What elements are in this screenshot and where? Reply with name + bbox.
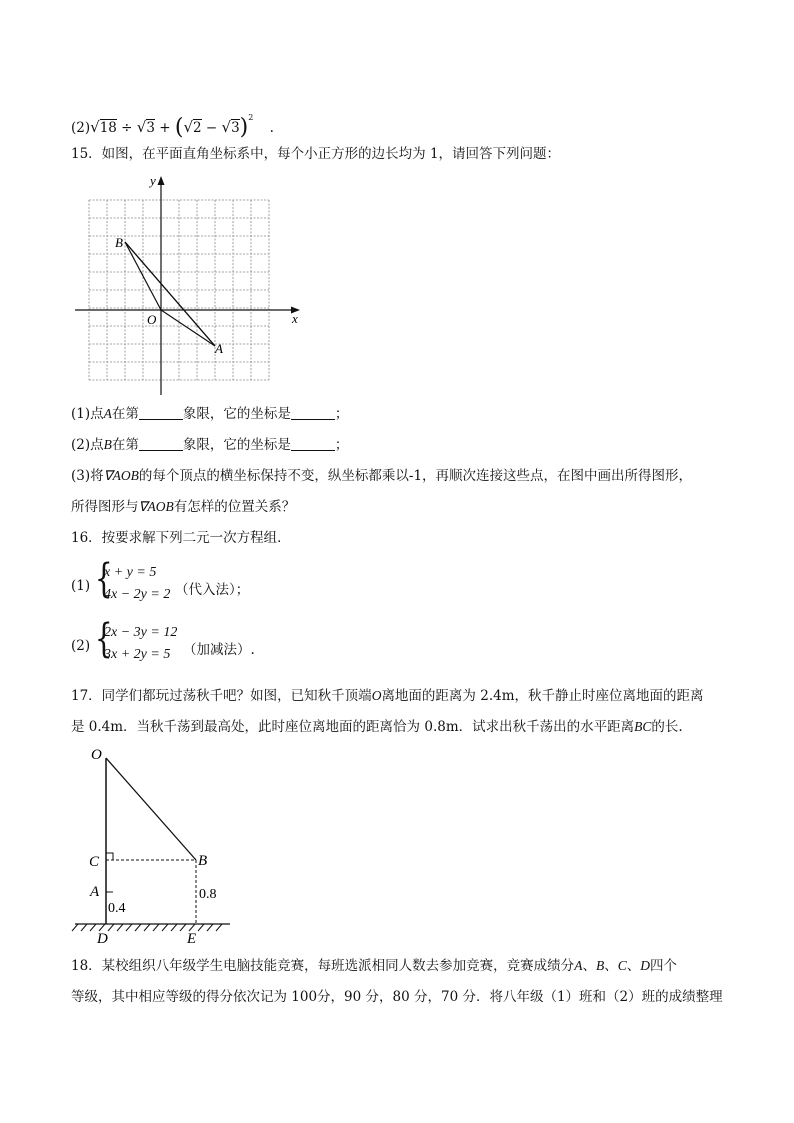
segment-AB <box>125 242 215 346</box>
grade-D: D <box>640 958 650 973</box>
q15-part2-end: ； <box>334 437 349 453</box>
ground-hatch <box>171 924 177 931</box>
rope-OB <box>106 758 196 860</box>
grade-B: B <box>595 958 605 973</box>
q15-text: 15．如图，在平面直角坐标系中，每个小正方形的边长均为 1，请回答下列问题： <box>71 146 561 162</box>
ground-hatch <box>198 924 204 931</box>
y-axis-arrow-icon <box>158 176 165 185</box>
q15-part1-mid2: 象限，它的坐标是 <box>182 406 291 422</box>
ground-hatch <box>216 924 222 931</box>
q14-part2-number: (2) <box>71 120 91 136</box>
ground-hatch <box>126 924 132 931</box>
label-A: A <box>90 884 100 900</box>
q17-line2-b: 的长. <box>651 719 683 735</box>
q15-part1-mid: 在第 <box>111 406 139 422</box>
point-O: O <box>371 688 382 703</box>
q15-part1-end: ； <box>334 406 349 422</box>
equation-1: 2x − 3y = 12 <box>104 625 178 640</box>
radicand-3b: 3 <box>231 120 240 136</box>
axis-label-y: y <box>150 173 156 188</box>
separator: 、 <box>582 958 596 974</box>
q14-part2: $(2)√18 \div √3 + (√2 - √3)^2$ . <box>71 113 274 140</box>
q18-line1 <box>71 956 677 976</box>
q15-coordinate-figure <box>70 170 310 400</box>
ground-hatch <box>81 924 87 931</box>
ground-hatch <box>180 924 186 931</box>
q15-part3-line2-pre: 所得图形与 <box>71 499 139 515</box>
q15-part2 <box>71 435 348 455</box>
point-A: A <box>103 406 112 421</box>
method-note: （加减法）. <box>183 642 255 658</box>
q17-line1-b: 离地面的距离为 2.4m，秋千静止时座位离地面的距离 <box>381 688 704 704</box>
answer-blank[interactable] <box>139 436 183 451</box>
exponent: 2 <box>248 113 254 122</box>
left-brace-icon: { <box>94 556 113 602</box>
q16-system2 <box>71 616 371 669</box>
right-angle-mark <box>106 853 113 860</box>
ground-hatch <box>153 924 159 931</box>
q17-line2 <box>71 717 683 737</box>
equation-2: 4x − 2y = 2 <box>104 587 171 602</box>
q15-part3-line1 <box>71 466 692 486</box>
q15-part2-prefix: (2)点 <box>71 437 104 453</box>
answer-blank[interactable] <box>291 436 335 451</box>
radicand-3: 3 <box>146 120 155 136</box>
label-E: E <box>187 931 197 947</box>
label-C: C <box>89 854 100 870</box>
separator: 、 <box>626 958 641 974</box>
triangle-symbol: ∇AOB <box>103 468 139 483</box>
q17-line1-a: 17．同学们都玩过荡秋千吧？如图，已知秋千顶端 <box>71 688 372 704</box>
point-A-label: A <box>215 341 223 356</box>
grade-C: C <box>617 958 627 973</box>
minus-sign: − <box>205 120 218 136</box>
q15-part3-post: 的每个顶点的横坐标保持不变，纵坐标都乘以-1，再顺次连接这些点，在图中画出所得图形， <box>138 468 693 484</box>
origin-label: O <box>147 312 157 327</box>
plus-sign: + <box>159 120 171 136</box>
q18-line1-a: 18．某校组织八年级学生电脑技能竞赛，每班选派相同人数去参加竞赛，竞赛成绩分 <box>71 958 575 974</box>
point-B: B <box>103 437 112 452</box>
ground-hatch <box>144 924 150 931</box>
label-D: D <box>97 931 108 947</box>
q16-system1 <box>71 556 371 609</box>
q15-part1-prefix: (1)点 <box>71 406 104 422</box>
answer-blank[interactable] <box>291 405 335 420</box>
q15-part3-pre: (3)将 <box>71 468 104 484</box>
label-B: B <box>198 853 208 869</box>
q15-part1 <box>71 404 348 424</box>
point-B-label: B <box>115 235 123 250</box>
left-brace-icon: { <box>94 616 113 662</box>
q15-part2-mid2: 象限，它的坐标是 <box>182 437 291 453</box>
ground-hatch <box>207 924 213 931</box>
ground-hatch <box>117 924 123 931</box>
q17-swing-figure <box>70 740 240 945</box>
q16-text: 16．按要求解下列二元一次方程组． <box>71 530 291 546</box>
ground-hatch <box>72 924 78 931</box>
separator: 、 <box>604 958 618 974</box>
segment-BC: BC <box>634 719 652 734</box>
q17-line1 <box>71 686 704 706</box>
ground-hatch <box>90 924 96 931</box>
q17-line2-a: 是 0.4m．当秋千荡到最高处，此时座位离地面的距离恰为 0.8m．试求出秋千荡出的水平距离 <box>71 719 635 735</box>
radicand-18: 18 <box>99 120 117 136</box>
q15-part3-line2-post: 有怎样的位置关系？ <box>173 499 296 515</box>
label-O: O <box>91 747 102 763</box>
ground-hatch <box>99 924 105 931</box>
height-B: 0.8 <box>199 887 217 902</box>
q16-part1-number: (1) <box>71 578 91 594</box>
axis-label-x: x <box>292 311 298 326</box>
ground-hatch <box>108 924 114 931</box>
ground-hatch <box>189 924 195 931</box>
equation-2: 3x + 2y = 5 <box>104 647 171 662</box>
q18-line2: 等级，其中相应等级的得分依次记为 100分，90 分，80 分，70 分．将八年级（1）班和（2）班的成绩整理 <box>71 989 723 1005</box>
q18-line1-b: 四个 <box>649 958 677 974</box>
answer-blank[interactable] <box>139 405 183 420</box>
equation-1: x + y = 5 <box>104 565 157 580</box>
q16-part2-number: (2) <box>71 638 91 654</box>
height-A: 0.4 <box>108 901 126 916</box>
period: . <box>269 120 274 136</box>
radicand-2: 2 <box>193 120 202 136</box>
grade-A: A <box>574 958 583 973</box>
method-note: （代入法）； <box>175 582 250 598</box>
triangle-symbol: ∇AOB <box>138 499 174 514</box>
ground-hatch <box>162 924 168 931</box>
q15-part2-mid: 在第 <box>111 437 139 453</box>
q15-part3-line2 <box>71 497 295 517</box>
ground-hatch <box>135 924 141 931</box>
divide-sign: ÷ <box>121 120 133 136</box>
